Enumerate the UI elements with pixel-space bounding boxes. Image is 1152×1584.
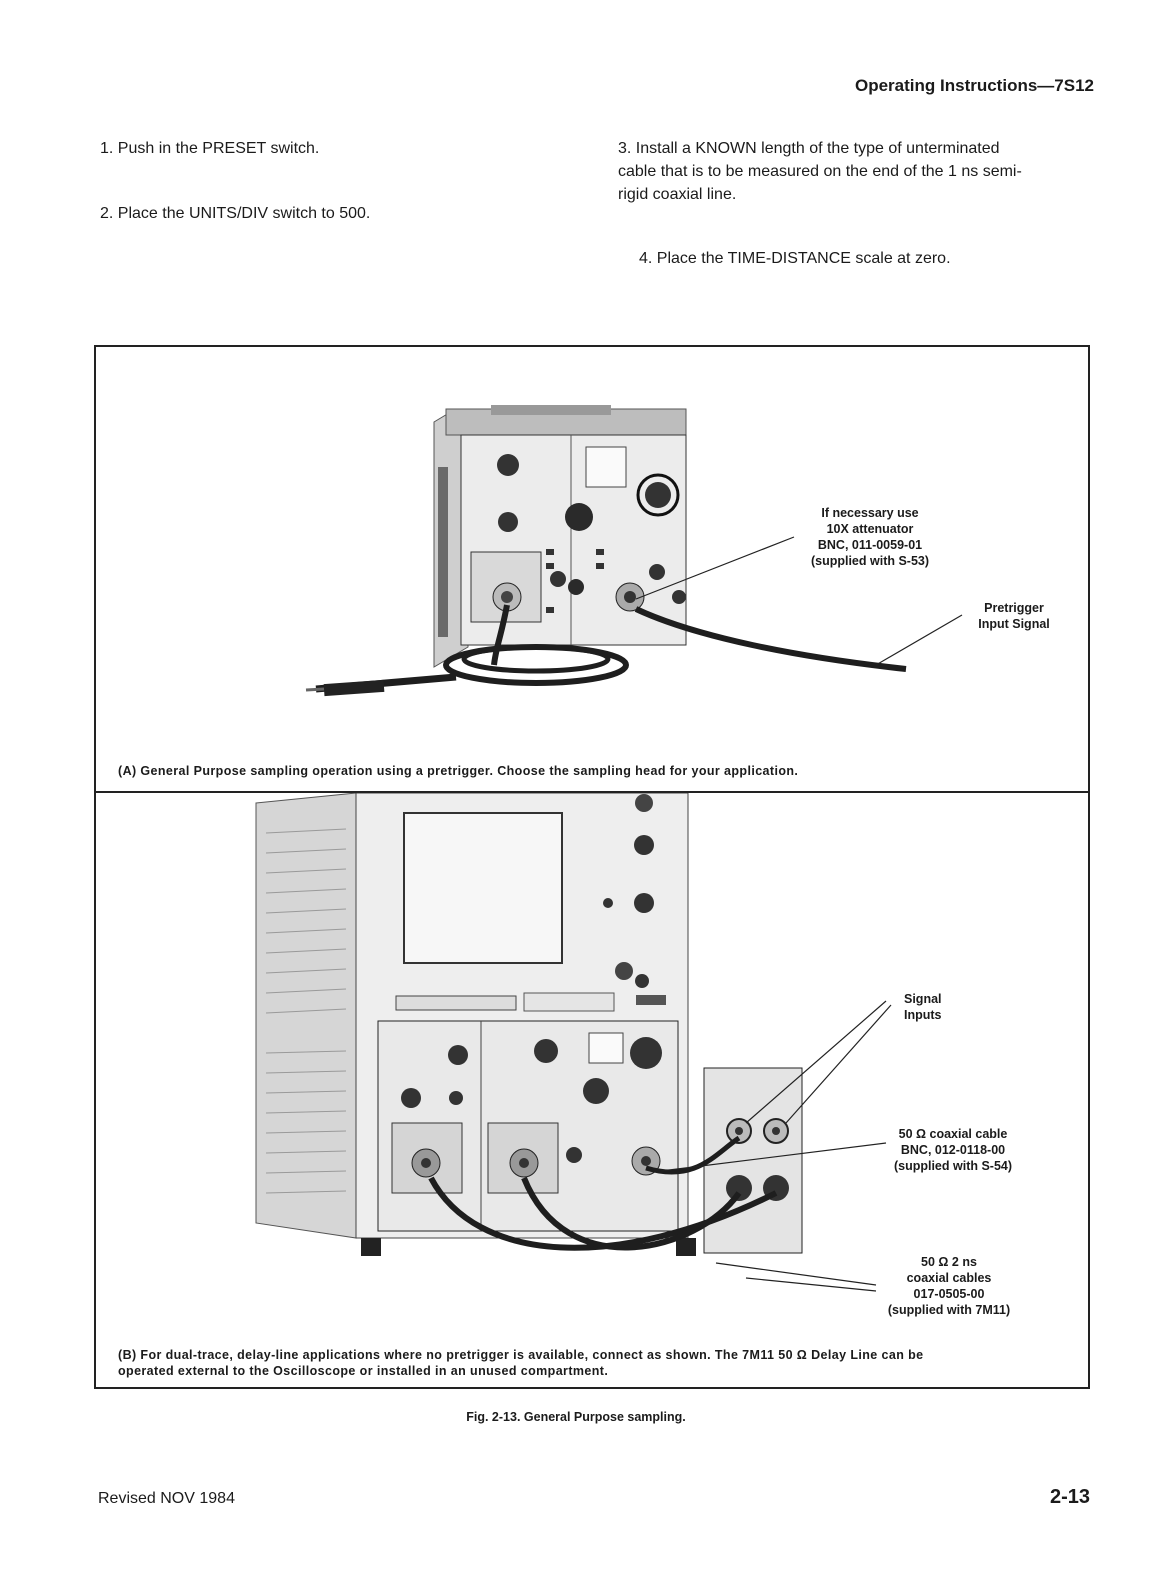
figure-b-caption: (B) For dual-trace, delay-line applications where no pretrigger is available, connect as shown. The 7M11 50 Ω Delay Line can be operated external to the Oscilloscope or installed in an unused compartment. — [118, 1348, 924, 1378]
figure-a-photo — [96, 347, 1088, 791]
figure-a-caption: (A) General Purpose sampling operation using a pretrigger. Choose the sampling head for your application. — [118, 764, 799, 778]
step-1: 1. Push in the PRESET switch. — [100, 140, 320, 157]
figure-b-callout-coaxial-cable: 50 Ω coaxial cable BNC, 012-0118-00 (supplied with S-54) — [893, 1127, 1013, 1173]
step-2: 2. Place the UNITS/DIV switch to 500. — [100, 205, 371, 222]
figure-b-callout-signal-inputs: Signal Inputs — [904, 992, 942, 1022]
figure-caption: Fig. 2-13. General Purpose sampling. — [466, 1410, 686, 1424]
page-number: 2-13 — [1049, 1486, 1090, 1508]
figure-a-callout-pretrigger: Pretrigger Input Signal — [978, 601, 1050, 631]
page-header: Operating Instructions—7S12 — [855, 76, 1094, 95]
step-3: 3. Install a KNOWN length of the type of unterminated cable that is to be measured on the end of the 1 ns semi- rigid coaxial line. — [618, 140, 1022, 203]
figure-b-panel — [94, 791, 1090, 1389]
figure-b-callout-2ns-cables: 50 Ω 2 ns coaxial cables 017-0505-00 (supplied with 7M11) — [887, 1255, 1011, 1317]
figure-a-panel — [94, 345, 1090, 793]
figure-a-callout-attenuator: If necessary use 10X attenuator BNC, 011-0059-01 (supplied with S-53) — [810, 506, 930, 568]
footer-revised: Revised NOV 1984 — [98, 1490, 235, 1507]
step-4: 4. Place the TIME-DISTANCE scale at zero. — [639, 250, 951, 267]
